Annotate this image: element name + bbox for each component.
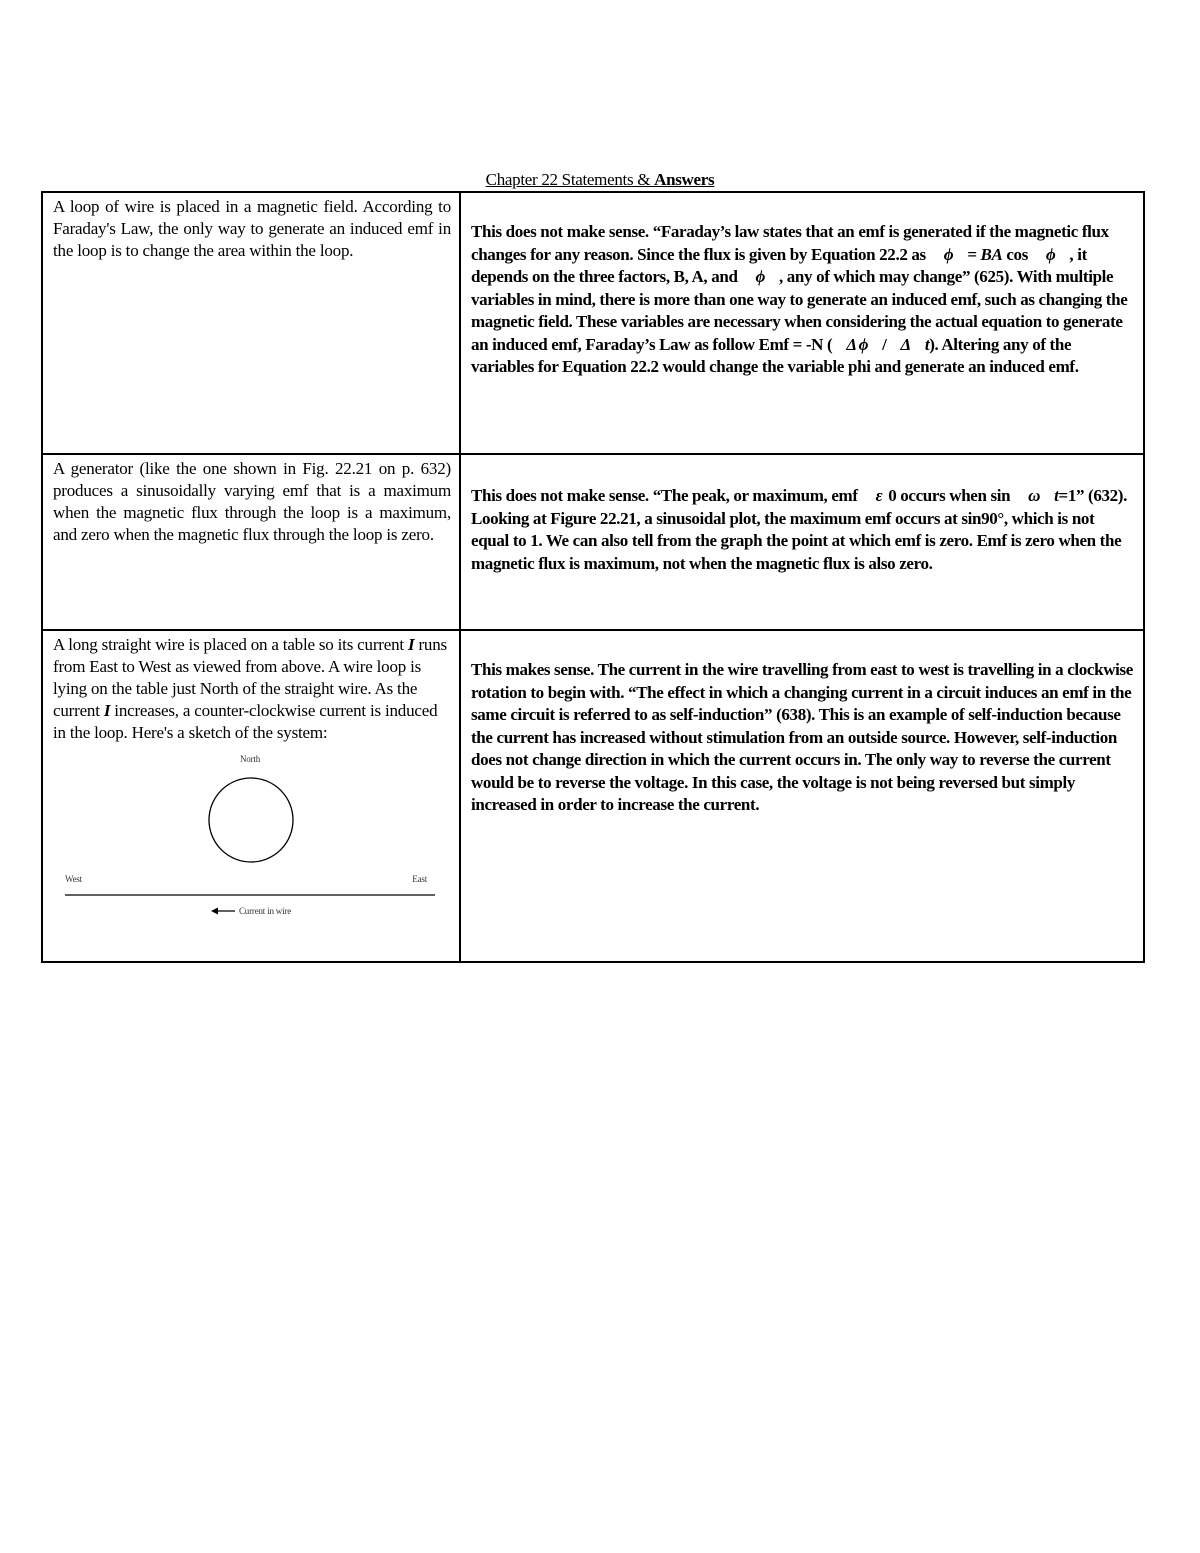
answer-segment: , any of which may change” (625). With multiple variables in mind, there is more than one way to generate an induced emf, such as changing the magnetic field. These variables are necessary when considering the actual equation to generate an induced emf, Faraday’s Law as follow Emf = -N ( bbox=[471, 267, 1128, 354]
statement-cell bbox=[42, 454, 460, 630]
subscript-zero: 0 bbox=[888, 486, 897, 505]
equation-fragment: t bbox=[924, 334, 930, 354]
statement-text: A generator (like the one shown in Fig. 22.21 on p. 632) produces a sinusoidally varying emf that is a maximum when the magnetic flux through the loop is a maximum, and zero when the magnetic flux through the loop is zero. bbox=[53, 459, 451, 544]
answer-cell bbox=[460, 630, 1144, 962]
current-symbol: I bbox=[407, 635, 415, 654]
table-row bbox=[42, 630, 1144, 962]
east-label: East bbox=[412, 874, 427, 884]
answer-cell bbox=[460, 192, 1144, 454]
statement-segment: increases, a counter-clockwise current is induced in the loop. Here's a sketch of the system: bbox=[53, 701, 438, 742]
title-prefix: Chapter 22 Statements & bbox=[485, 170, 655, 189]
phi-symbol: ϕ bbox=[858, 334, 869, 354]
phi-symbol: ϕ bbox=[943, 244, 954, 264]
statement-segment: runs from East to West as viewed from above. A wire loop is lying on the table just North of the straight wire. As the current bbox=[53, 635, 447, 720]
current-direction-label: Current in wire bbox=[239, 906, 291, 916]
equation-fragment: t bbox=[1054, 486, 1059, 505]
answer-cell bbox=[460, 454, 1144, 630]
statement-text: A loop of wire is placed in a magnetic field. According to Faraday's Law, the only way to generate an induced emf in the loop is to change the area within the loop. bbox=[53, 197, 451, 260]
equation-fragment: cos bbox=[1006, 244, 1028, 264]
answer-text bbox=[461, 455, 1143, 575]
wire-loop-circle bbox=[209, 778, 293, 862]
title-bold: Answers bbox=[654, 170, 715, 189]
wire-loop-sketch bbox=[55, 752, 435, 920]
delta-symbol: Δ bbox=[846, 334, 857, 354]
west-label: West bbox=[65, 874, 82, 884]
phi-symbol: ϕ bbox=[1045, 244, 1056, 264]
phi-symbol: ϕ bbox=[755, 267, 765, 286]
current-symbol: I bbox=[103, 701, 111, 720]
delta-symbol: Δ bbox=[900, 334, 911, 354]
equation-fragment: / bbox=[882, 334, 887, 354]
answer-text: This makes sense. The current in the wire travelling from east to west is travelling in a clockwise rotation to begin with. “The effect in which a changing current in a circuit induces an emf in the same circuit is referred to as self-induction” (638). This is an example of self-induction because the current has increased without stimulation from an outside source. However, self-induction does not change direction in which the current occurs in. The only way to reverse the current would be to reverse the voltage. In this case, the voltage is not being reversed but simply increased in order to increase the current. bbox=[471, 660, 1133, 814]
answer-segment: =1” (632). Looking at Figure 22.21, a sinusoidal plot, the maximum emf occurs at sin90°, which is not equal to 1. We can also tell from the graph the point at which emf is zero. Emf is zero when the magnetic flux is maximum, not when the magnetic flux is also zero. bbox=[471, 486, 1127, 573]
arrow-left-icon bbox=[211, 908, 235, 915]
answer-segment: This does not make sense. “Faraday’s law states that an emf is generated if the magnetic flux changes for any reason. Since the flux is given by Equation 22.2 as bbox=[471, 222, 1109, 264]
answer-segment: , it depends on the three factors, B, A, and bbox=[471, 244, 1087, 286]
answer-text bbox=[461, 193, 1143, 379]
answer-segment: This does not make sense. “The peak, or maximum, emf bbox=[471, 486, 858, 505]
equation-fragment: = BA bbox=[967, 244, 1003, 264]
north-label: North bbox=[240, 754, 260, 764]
epsilon-symbol: ε bbox=[875, 486, 883, 505]
page-title bbox=[0, 169, 1200, 191]
statement-segment: A long straight wire is placed on a table so its current bbox=[53, 635, 404, 654]
omega-symbol: ω bbox=[1028, 486, 1041, 505]
table-row bbox=[42, 192, 1144, 454]
answer-segment: occurs when sin bbox=[900, 486, 1011, 505]
table-row bbox=[42, 454, 1144, 630]
statement-text bbox=[43, 631, 459, 744]
answer-segment: ). Altering any of the variables for Equation 22.2 would change the variable phi and generate an induced emf. bbox=[471, 334, 1079, 376]
statement-cell bbox=[42, 630, 460, 962]
statement-cell bbox=[42, 192, 460, 454]
statements-table bbox=[41, 191, 1145, 963]
